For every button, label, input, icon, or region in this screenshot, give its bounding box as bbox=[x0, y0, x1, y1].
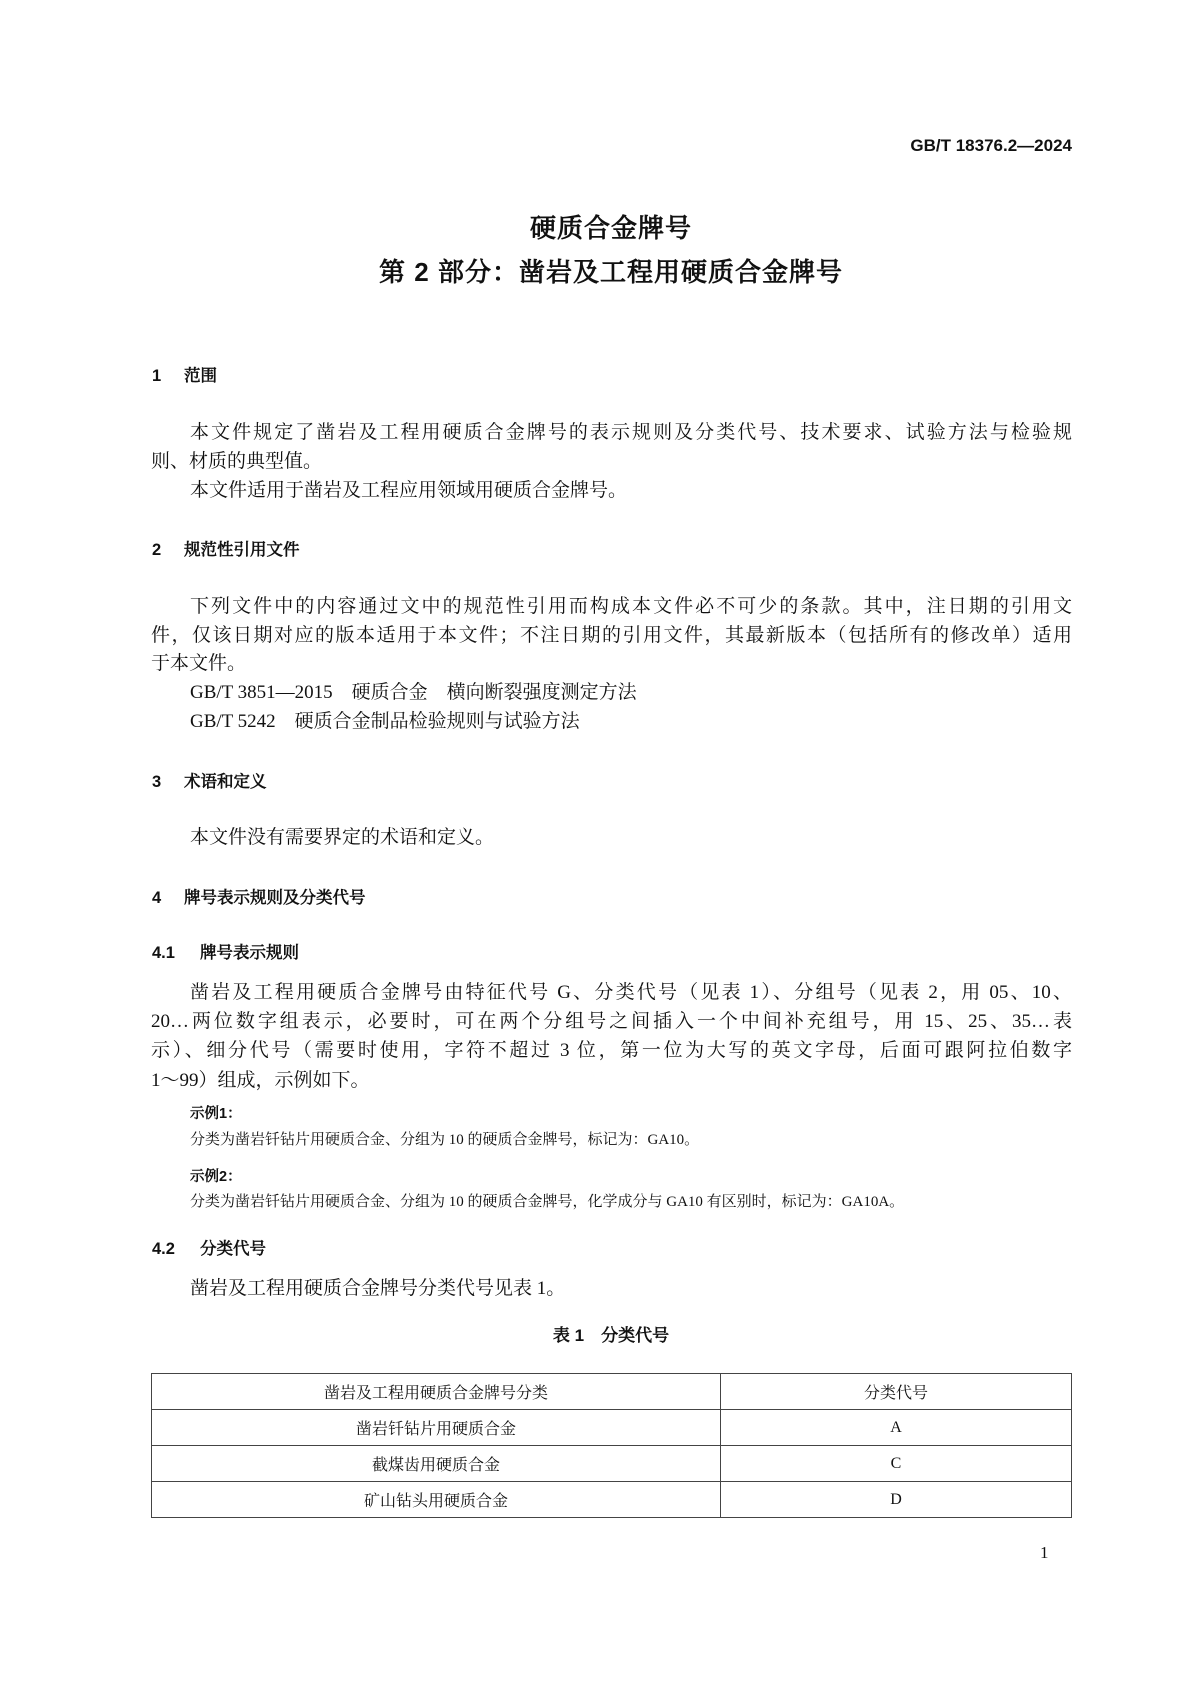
paragraph-line: 凿岩及工程用硬质合金牌号分类代号见表 1。 bbox=[190, 1278, 566, 1299]
table-cell: 凿岩钎钻片用硬质合金 bbox=[152, 1410, 721, 1446]
normative-reference: GB/T 3851—2015 硬质合金 横向断裂强度测定方法 bbox=[190, 682, 637, 703]
section-number: 1 bbox=[152, 367, 162, 385]
section-number: 2 bbox=[152, 541, 162, 559]
section-number: 4.1 bbox=[152, 944, 175, 962]
section-title: 术语和定义 bbox=[184, 773, 267, 791]
table-header-row bbox=[152, 1374, 1072, 1410]
paragraph-line: 本文件规定了凿岩及工程用硬质合金牌号的表示规则及分类代号、技术要求、试验方法与检验规 bbox=[190, 422, 1072, 443]
paragraph-line: 1～99）组成，示例如下。 bbox=[151, 1070, 370, 1091]
classification-table bbox=[151, 1373, 1072, 1518]
section-heading-4-2 bbox=[152, 1235, 266, 1259]
section-number: 4 bbox=[152, 889, 162, 907]
table-cell: D bbox=[721, 1482, 1072, 1518]
table-row bbox=[152, 1482, 1072, 1518]
document-subtitle: 第 2 部分：凿岩及工程用硬质合金牌号 bbox=[379, 257, 843, 287]
table-cell: C bbox=[721, 1446, 1072, 1482]
section-title: 规范性引用文件 bbox=[184, 541, 300, 559]
section-heading-3 bbox=[152, 768, 267, 792]
example-text: 分类为凿岩钎钻片用硬质合金、分组为 10 的硬质合金牌号，标记为：GA10。 bbox=[190, 1132, 700, 1148]
normative-reference: GB/T 5242 硬质合金制品检验规则与试验方法 bbox=[190, 711, 580, 732]
section-heading-4-1 bbox=[152, 939, 299, 963]
table-header-cell: 凿岩及工程用硬质合金牌号分类 bbox=[152, 1374, 721, 1410]
document-title: 硬质合金牌号 bbox=[529, 213, 692, 243]
paragraph-line: 本文件适用于凿岩及工程应用领域用硬质合金牌号。 bbox=[190, 480, 628, 501]
paragraph-line: 示）、细分代号（需要时使用，字符不超过 3 位，第一位为大写的英文字母，后面可跟阿拉伯数字 bbox=[151, 1040, 1072, 1061]
table-cell: 截煤齿用硬质合金 bbox=[152, 1446, 721, 1482]
standard-number: GB/T 18376.2—2024 bbox=[910, 136, 1072, 155]
paragraph-line: 件，仅该日期对应的版本适用于本文件；不注日期的引用文件，其最新版本（包括所有的修改单）适用 bbox=[151, 625, 1072, 646]
paragraph-line: 20…两位数字组表示，必要时，可在两个分组号之间插入一个中间补充组号，用 15、25、35…表 bbox=[151, 1011, 1072, 1032]
example-text: 分类为凿岩钎钻片用硬质合金、分组为 10 的硬质合金牌号，化学成分与 GA10 有区别时，标记为：GA10A。 bbox=[190, 1194, 905, 1210]
paragraph-line: 下列文件中的内容通过文中的规范性引用而构成本文件必不可少的条款。其中，注日期的引用文 bbox=[190, 596, 1072, 617]
section-number: 4.2 bbox=[152, 1240, 175, 1258]
table-row bbox=[152, 1446, 1072, 1482]
section-heading-1 bbox=[152, 362, 217, 386]
example-label: 示例2： bbox=[190, 1169, 242, 1185]
section-heading-4 bbox=[152, 884, 366, 908]
section-title: 范围 bbox=[184, 367, 217, 385]
paragraph-line: 则、材质的典型值。 bbox=[151, 451, 323, 472]
section-title: 牌号表示规则 bbox=[200, 944, 299, 962]
table-cell: 矿山钻头用硬质合金 bbox=[152, 1482, 721, 1518]
table-row bbox=[152, 1410, 1072, 1446]
paragraph-line: 于本文件。 bbox=[151, 653, 247, 674]
section-title: 牌号表示规则及分类代号 bbox=[184, 889, 366, 907]
section-number: 3 bbox=[152, 773, 162, 791]
table-header-cell: 分类代号 bbox=[721, 1374, 1072, 1410]
table-cell: A bbox=[721, 1410, 1072, 1446]
paragraph-line: 本文件没有需要界定的术语和定义。 bbox=[190, 827, 495, 848]
section-heading-2 bbox=[152, 536, 300, 560]
page-number: 1 bbox=[1040, 1543, 1049, 1562]
paragraph-line: 凿岩及工程用硬质合金牌号由特征代号 G、分类代号（见表 1）、分组号（见表 2，用 05、10、 bbox=[190, 982, 1072, 1003]
table-caption: 表 1 分类代号 bbox=[552, 1326, 670, 1345]
section-title: 分类代号 bbox=[200, 1240, 266, 1258]
example-label: 示例1： bbox=[190, 1106, 242, 1122]
